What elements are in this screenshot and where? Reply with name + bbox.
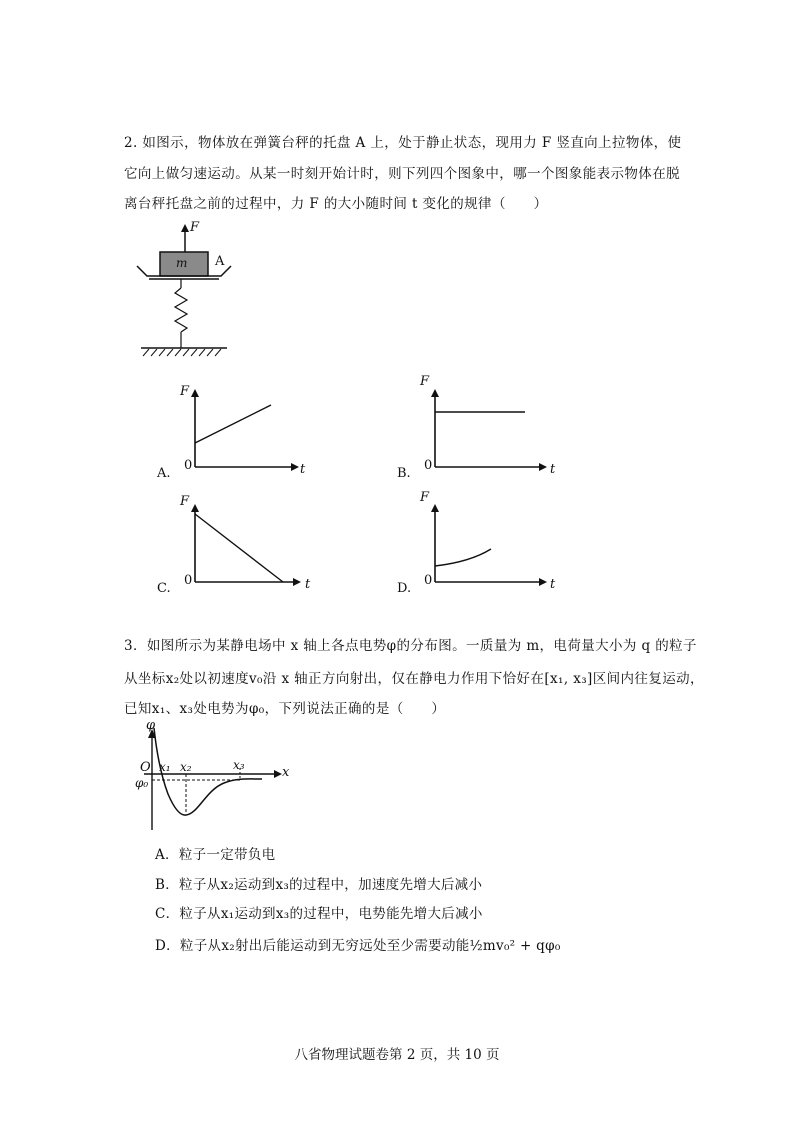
- spring-scale-figure: [135, 222, 235, 362]
- tray-label: A: [215, 254, 225, 269]
- graph-a: [185, 385, 310, 480]
- x2-label: x₂: [180, 760, 192, 774]
- q2-line-1: 2. 如图示，物体放在弹簧台秤的托盘 A 上，处于静止状态，现用力 F 竖直向上拉物体，使: [124, 135, 682, 151]
- graph-a-line: [195, 405, 271, 443]
- graph-d-origin: 0: [424, 573, 433, 588]
- graph-d: [425, 500, 560, 595]
- phi-axis-label: φ: [146, 718, 156, 733]
- graph-a-xlabel: t: [300, 462, 306, 477]
- graph-c-line: [195, 514, 283, 582]
- origin-label: O: [140, 760, 151, 775]
- graph-d-curve: [435, 549, 491, 566]
- q2-line-3: 离台秤托盘之前的过程中，力 F 的大小随时间 t 变化的规律（ ）: [124, 196, 548, 212]
- q3-line-1: 3．如图所示为某静电场中 x 轴上各点电势φ的分布图。一质量为 m，电荷量大小为 q 的粒子: [124, 638, 697, 654]
- graph-c-ylabel: F: [180, 494, 190, 509]
- option-d-letter: D.: [397, 581, 412, 596]
- x-axis-label: x: [282, 765, 290, 780]
- graph-c-origin: 0: [184, 573, 193, 588]
- potential-graph: [140, 726, 300, 836]
- q3-option-a: A．粒子一定带负电: [155, 847, 276, 863]
- graph-b-ylabel: F: [420, 374, 430, 389]
- q3-line-3: 已知x₁、x₃处电势为φ₀，下列说法正确的是（ ）: [124, 701, 446, 717]
- q3-option-c: C．粒子从x₁运动到x₃的过程中，电势能先增大后减小: [155, 906, 483, 922]
- q3-option-b: B．粒子从x₂运动到x₃的过程中，加速度先增大后减小: [155, 877, 483, 893]
- mass-label: m: [176, 256, 188, 270]
- graph-d-xlabel: t: [550, 577, 556, 592]
- spring: [175, 288, 187, 332]
- graph-d-ylabel: F: [420, 490, 430, 505]
- graph-b-xlabel: t: [550, 462, 556, 477]
- graph-a-ylabel: F: [180, 384, 190, 399]
- graph-b-origin: 0: [424, 458, 433, 473]
- x3-label: x₃: [233, 758, 245, 772]
- x1-label: x₁: [159, 760, 171, 774]
- q3-option-d: D．粒子从x₂射出后能运动到无穷远处至少需要动能½mv₀² + qφ₀: [155, 938, 561, 954]
- option-c-letter: C.: [157, 581, 171, 596]
- graph-c: [185, 500, 315, 595]
- q3-line-2: 从坐标x₂处以初速度v₀沿 x 轴正方向射出，仅在静电力作用下恰好在[x₁, x₃]区间内往复运动，: [124, 671, 704, 687]
- graph-a-origin: 0: [184, 458, 193, 473]
- force-label: F: [190, 220, 200, 235]
- phi0-label: φ₀: [135, 776, 149, 790]
- option-a-letter: A.: [157, 466, 171, 481]
- graph-c-xlabel: t: [305, 577, 311, 592]
- option-b-letter: B.: [397, 466, 411, 481]
- page-footer: 八省物理试题卷第 2 页，共 10 页: [294, 1047, 500, 1063]
- q2-line-2: 它向上做匀速运动。从某一时刻开始计时，则下列四个图象中，哪一个图象能表示物体在脱: [124, 166, 680, 182]
- graph-b: [425, 385, 560, 480]
